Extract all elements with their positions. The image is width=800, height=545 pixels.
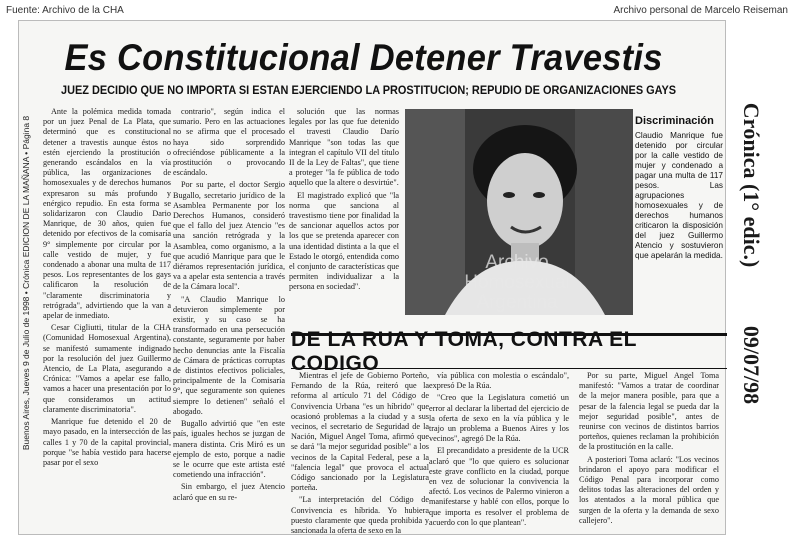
paragraph: Manrique fue detenido el 20 de mayo pasado, en la intersección de las calles 1 y 70 de la capital provincial, porque "se había vestido para hacerse pasar por el sexo (43, 417, 171, 467)
secondary-headline: DE LA RUA Y TOMA, CONTRA EL CODIGO (291, 333, 727, 369)
sidebar-text: Claudio Manrique fue detenido por circular por la calle vestido de mujer y condenado a pagar una multa de 117 pesos. Las agrupaciones homosexuales y de derechos humanos criticaron la disposición del juez Guillermo Atencio y sostuvieron que apelarán la medida. (635, 131, 723, 260)
article-column-5 (429, 371, 569, 529)
article-column-4 (291, 371, 429, 536)
paragraph: Bugallo advirtió que "en este país, iguales hechos se juzgan de manera distinta. Cris Miró es un ejemplo de esto, porque a nadie se le ocurre que este artista esté cometiendo una infracción". (173, 419, 285, 480)
paragraph: Por su parte, Miguel Angel Toma manifestó: "Vamos a tratar de coordinar de la mejor manera posible, para que a pesar de la falencia legal se pueda dar la mejor seguridad posible", antes de reunirse con vecinos de distintos barrios porteños, quienes reclaman la prohibición de la prostitución en la calle. (579, 371, 719, 452)
handwritten-date-note (736, 300, 766, 430)
paragraph: vía pública con molestia o escándalo", expresó De la Rúa. (429, 371, 569, 391)
headline: Es Constitucional Detener Travestis (64, 37, 663, 78)
masthead-vertical-text: Buenos Aires, Jueves 9 de Julio de 1998 • Crónica EDICION DE LA MAÑANA • Página 8 (21, 115, 31, 451)
source-caption-left: Fuente: Archivo de la CHA (6, 5, 124, 16)
paragraph: A posteriori Toma aclaró: "Los vecinos brindaron el apoyo para modificar el Código Penal para incorporar como delitos todas las alteraciones del orden y los atentados a la moral pública que surgen de la oferta y la demanda de sexo callejero". (579, 454, 719, 525)
paragraph: El precandidato a presidente de la UCR aclaró que "lo que quiero es solucionar este grave conflicto en la ciudad, porque en vez de solucionar la convivencia la afectó. Los vecinos de Palermo vinieron a manifestarse y hablé con ellos, porque lo que importa es resolver el problema de acuerdo con lo que plantean". (429, 446, 569, 527)
paragraph: "Creo que la Legislatura cometió un error al declarar la libertad del ejercicio de la oferta de sexo en la vía pública y le trajo un problema a Buenos Aires y los vecinos", agregó De la Rúa. (429, 393, 569, 444)
paragraph: Por su parte, el doctor Sergio Bugallo, secretario jurídico de la Asamblea Permanente por los Derechos Humanos, consideró que el fallo del juez Atencio "es una sanción retrógrada y la Asamblea, como organismo, a la que acudió Manrique para que le diéramos representación jurídica, va a apelar esta sentencia a través de la Cámara local". (173, 180, 285, 292)
newspaper-clipping (18, 20, 726, 535)
paragraph: Cesar Cigliutti, titular de la CHA (Comunidad Homosexual Argentina), se manifestó sumamente indignado por la resolución del juez Guillermo Atencio, de La Plata, asegurando a Crónica: "Vamos a apelar ese fallo, vamos a hacer una presentación por lo que consideramos un actitud claramente discriminatoria". (43, 323, 171, 414)
paragraph: contrario", según indica el sumario. Pero en las actuaciones no se afirma que el procesado haya sido sorprendido ofreciéndose públicamente a la prostitución o provocando escándalo. (173, 107, 285, 178)
article-column-2 (173, 107, 285, 527)
paragraph: solución que las normas legales por las que fue detenido el travesti Claudio Darío Manrique "son todas las que integran el capítulo VII del título II de la Ley de Faltas", que tiene a proteger "la fe pública de todo aquello que la altere o desvirtúe". (289, 107, 399, 188)
archive-watermark: Archivo Homosexual Argentina (464, 252, 570, 313)
article-column-1 (43, 107, 171, 527)
paragraph: Ante la polémica medida tomada por un juez Penal de La Plata, que determinó que es constitucional detener a travestis aunque éstos no estén ejerciendo la prostitución o generando escándalos en la vía pública, las organizaciones de homosexuales y de derechos humanos expresaron su más profundo y enérgico repudio. En esta forma se solidarizaron con Claudio Dario Manrique, de 30 años, quien fue detenido por efectivos de la comisaría 9° simplemente por circular por la calle vestido de mujer, y fue condenado a abonar una multa de 117 pesos. Los representantes de los gays calificaron la resolución de "claramente discriminatoria y retrógrada", advirtiendo que la van a apelar de inmediato. (43, 107, 171, 321)
paragraph: El magistrado explicó que "la norma que sanciona al travestismo tiene por finalidad la de sancionar aquellos actos por los que se pretenda aparecer con una identidad distinta a la que el Estado le otorgó, entendida como el conjunto de características que permiten individualizar a la persona en sociedad". (289, 190, 399, 292)
sidebar-title: Discriminación (635, 115, 714, 127)
paragraph: Sin embargo, el juez Atencio aclaró que en su re- (173, 482, 285, 502)
date-label: 09/07/98 (739, 325, 764, 405)
masthead-vertical (17, 47, 35, 519)
sidebar-box (635, 115, 723, 315)
handwritten-publication-note (736, 100, 766, 270)
source-caption-right: Archivo personal de Marcelo Reiseman (613, 5, 788, 16)
subhead: JUEZ DECIDIO QUE NO IMPORTA SI ESTAN EJERCIENDO LA PROSTITUCION; REPUDIO DE ORGANIZACIONES GAYS (61, 85, 677, 97)
publication-label: Crónica (1° edic.) (739, 102, 764, 268)
paragraph: Mientras el jefe de Gobierno Porteño, Fernando de la Rúa, reiteró que la reforma al artículo 71 del Código de Convivencia Urbana "es un híbrido" que ocasionó problemas a la ciudad y a sus vecinos, el secretario de Seguridad de la Nación, Miguel Angel Toma, afirmó que se dará "la mejor seguridad posible" a los vecinos de la Capital Federal, pese a la "falencia legal" que provoca el actual Código sancionado por la Legislatura porteña. (291, 371, 429, 493)
paragraph: "A Claudio Manrique lo detuvieron simplemente por existir, y su caso se ha transformado en una persecución constante, seguramente por haber hecho denuncias ante la Fiscalía de Cámara de prácticas corruptas de distintos efectivos policiales, principalmente de la Comisaría 9°, que seguramente son quienes siempre lo detienen" señaló el abogado. (173, 294, 285, 416)
paragraph: "La interpretación del Código de Convivencia es híbrida. Yo hubiera puesto claramente que queda prohibida y sancionada la oferta de sexo en la (291, 495, 429, 536)
article-column-3 (289, 107, 399, 331)
article-column-6 (579, 371, 719, 529)
